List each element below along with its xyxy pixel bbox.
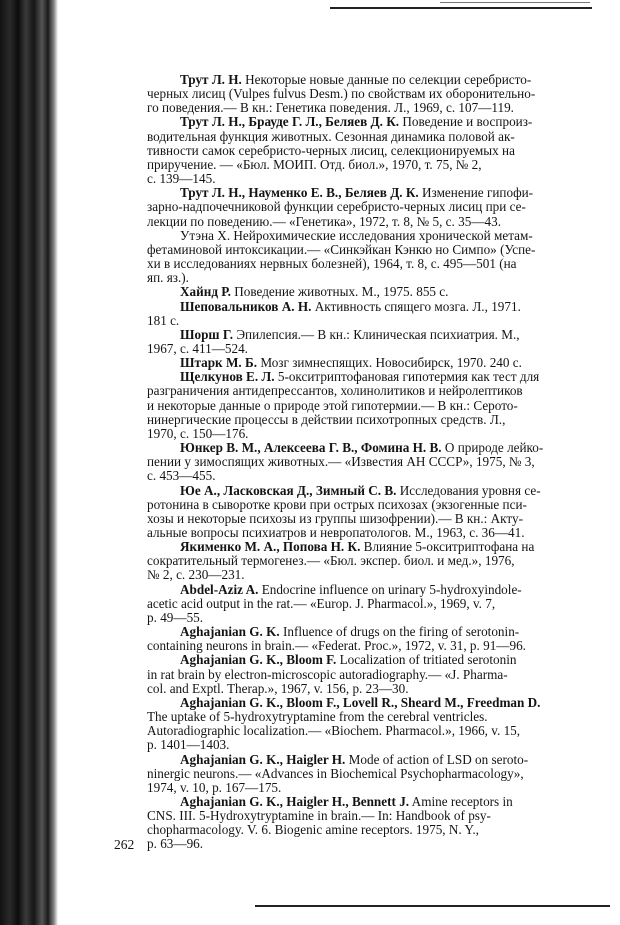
entry-line: [114, 215, 574, 229]
entry-line: [114, 271, 574, 285]
entry-text: Эпилепсия.— В кн.: Клиническая психиатрия. М.,: [236, 327, 520, 342]
entry-text: Endocrine influence on urinary 5-hydroxyindole-: [261, 582, 522, 597]
entry-authors: Юе А., Ласковская Д., Зимный С. В.: [180, 483, 397, 498]
entry-line: [114, 484, 574, 498]
entry-text: Влияние 5-окситриптофана на: [363, 540, 535, 555]
entry-text: chopharmacology. V. 6. Biogenic amine receptors. 1975, N. Y.,: [147, 822, 479, 838]
entry-line: [114, 809, 574, 823]
entry-text: О природе лейко-: [444, 441, 544, 456]
entry-line: [114, 172, 574, 186]
entry-text: col. and Exptl. Therap.», 1967, v. 156, p. 23—30.: [147, 680, 409, 696]
entry-text: Поведение и воспроиз-: [402, 115, 533, 130]
entry-text: Поведение животных. М., 1975. 855 с.: [234, 285, 449, 300]
entry-authors: Трут Л. Н., Брауде Г. Л., Беляев Д. К.: [180, 115, 400, 130]
entry-authors: Aghajanian G. K., Haigler H.: [180, 752, 346, 767]
entry-text: приручение. — «Бюл. МОИП. Отд. биол.», 1970, т. 75, № 2,: [147, 156, 482, 172]
bibliography-entry: [114, 370, 574, 441]
bibliography-entry: [114, 441, 574, 483]
entry-line: [114, 767, 574, 781]
entry-text: ротонина в сыворотке крови при острых психозах (экзогенные пси-: [147, 496, 527, 512]
entry-authors: Шеповальников А. Н.: [180, 299, 312, 314]
entry-authors: Юнкер В. М., Алексеева Г. В., Фомина Н. В.: [180, 441, 442, 456]
entry-text: Localization of tritiated serotonin: [339, 653, 517, 668]
bibliography-entry: [114, 795, 574, 852]
entry-text: хозы и некоторые психозы из группы шизофрении).— В кн.: Акту-: [147, 510, 523, 526]
entry-line: [114, 101, 574, 115]
entry-authors: Aghajanian G. K., Bloom F., Lovell R., Sheard M., Freedman D.: [180, 695, 541, 710]
entry-line: [114, 823, 574, 837]
entry-line: [114, 73, 574, 87]
bottom-rule: [255, 905, 610, 907]
bibliography-entry: [114, 229, 574, 286]
entry-authors: Хайнд Р.: [180, 285, 231, 300]
entry-text: Некоторые новые данные по селекции серебристо-: [245, 73, 532, 87]
entry-text: 5-окситриптофановая гипотермия как тест для: [277, 370, 540, 385]
bibliography-entry: [114, 300, 574, 328]
entry-line: [114, 455, 574, 469]
entry-text: Утэна Х. Нейрохимические исследования хронической метам-: [180, 228, 533, 243]
entry-text: in rat brain by electron-microscopic autoradiography.— «J. Pharma-: [147, 666, 508, 682]
entry-text: сократительный термогенез.— «Бюл. экспер. биол. и мед.», 1976,: [147, 553, 515, 569]
entry-text: Исследования уровня се-: [399, 483, 541, 498]
bibliography-entry: [114, 653, 574, 695]
entry-line: [114, 682, 574, 696]
entry-authors: Aghajanian G. K., Haigler H., Bennett J.: [180, 794, 410, 809]
entry-text: фетаминовой интоксикации.— «Синкэйкан Кэнкю но Симпо» (Успе-: [147, 241, 536, 257]
entry-line: [114, 837, 574, 851]
entry-authors: Трут Л. Н.: [180, 73, 242, 87]
entry-text: 1974, v. 10, p. 167—175.: [147, 779, 282, 795]
entry-line: [114, 384, 574, 398]
entry-line: [114, 653, 574, 667]
bibliography-entry: [114, 115, 574, 186]
top-rule: [330, 7, 592, 9]
entry-text: Amine receptors in: [411, 794, 513, 809]
entry-authors: Шорш Г.: [180, 327, 234, 342]
entry-text: Изменение гипофи-: [422, 186, 534, 201]
bibliography-entry: [114, 186, 574, 228]
entry-text: яп. яз.).: [147, 270, 189, 286]
entry-line: [114, 130, 574, 144]
entry-line: [114, 753, 574, 767]
page-number: 262: [114, 837, 135, 852]
entry-line: [114, 413, 574, 427]
entry-authors: Штарк М. Б.: [180, 356, 258, 371]
entry-line: [114, 625, 574, 639]
entry-text: Активность спящего мозга. Л., 1971.: [314, 299, 521, 314]
bibliography-entry: [114, 540, 574, 582]
entry-line: [114, 144, 574, 158]
entry-text: The uptake of 5-hydroxytryptamine from the cerebral ventricles.: [147, 709, 488, 725]
bibliography-entry: [114, 583, 574, 625]
entry-text: го поведения.— В кн.: Генетика поведения. Л., 1969, с. 107—119.: [147, 100, 514, 116]
entry-text: зарно-надпочечниковой функции серебристо-черных лисиц при се-: [147, 199, 526, 215]
bibliography-entry: [114, 696, 574, 753]
entry-text: acetic acid output in the rat.— «Europ. J. Pharmacol.», 1969, v. 7,: [147, 595, 496, 611]
entry-line: [114, 526, 574, 540]
entry-authors: Aghajanian G. K.: [180, 625, 280, 640]
entry-text: альные вопросы психиатров и невропатологов. М., 1963, с. 36—41.: [147, 525, 525, 540]
entry-line: [114, 356, 574, 370]
entry-text: разграничения антидепрессантов, холинолитиков и нейролептиков: [147, 383, 523, 399]
entry-text: и некоторые данные о природе этой гипотермии.— В кн.: Серото-: [147, 397, 518, 413]
entry-text: 181 с.: [147, 312, 180, 328]
entry-line: [114, 724, 574, 738]
entry-line: [114, 568, 574, 582]
entry-line: [114, 243, 574, 257]
entry-text: p. 1401—1403.: [147, 737, 230, 753]
entry-authors: Якименко М. А., Попова Н. К.: [180, 540, 361, 555]
entry-text: 1970, с. 150—176.: [147, 425, 249, 441]
entry-line: [114, 696, 574, 710]
entry-line: [114, 540, 574, 554]
bibliography-entry: [114, 328, 574, 356]
entry-line: [114, 200, 574, 214]
entry-line: [114, 441, 574, 455]
entry-authors: Abdel-Aziz A.: [180, 582, 259, 597]
entry-authors: Щелкунов Е. Л.: [180, 370, 275, 385]
entry-line: [114, 795, 574, 809]
entry-line: [114, 370, 574, 384]
entry-line: [114, 498, 574, 512]
bibliography-entry: [114, 356, 574, 370]
entry-line: [114, 639, 574, 653]
entry-text: тивности самок серебристо-черных лисиц, селекционируемых на: [147, 142, 515, 158]
entry-text: с. 453—455.: [147, 468, 216, 484]
entry-line: [114, 583, 574, 597]
entry-text: Мозг зимнеспящих. Новосибирск, 1970. 240 с.: [260, 356, 522, 371]
bibliography-entry: [114, 73, 574, 115]
entry-line: [114, 597, 574, 611]
entry-authors: Aghajanian G. K., Bloom F.: [180, 653, 337, 668]
entry-text: 1967, с. 411—524.: [147, 340, 248, 356]
entry-line: [114, 668, 574, 682]
entry-text: Autoradiographic localization.— «Biochem. Pharmacol.», 1966, v. 15,: [147, 723, 521, 739]
entry-line: [114, 257, 574, 271]
entry-text: нинергические процессы в действии психотропных средств. Л.,: [147, 411, 506, 427]
entry-text: хи в исследованиях нервных болезней), 1964, т. 8, с. 495—501 (на: [147, 256, 517, 272]
entry-line: [114, 300, 574, 314]
entry-authors: Трут Л. Н., Науменко Е. В., Беляев Д. К.: [180, 186, 419, 201]
bibliography-entry: [114, 484, 574, 541]
entry-text: p. 63—96.: [147, 836, 204, 852]
entry-line: [114, 512, 574, 526]
entry-line: [114, 87, 574, 101]
entry-text: p. 49—55.: [147, 609, 204, 625]
entry-line: [114, 158, 574, 172]
book-binding-edge: [0, 0, 58, 925]
entry-line: [114, 328, 574, 342]
entry-text: с. 139—145.: [147, 171, 216, 187]
entry-line: [114, 399, 574, 413]
entry-text: № 2, с. 230—231.: [147, 567, 245, 583]
entry-text: containing neurons in brain.— «Federat. Proc.», 1972, v. 31, p. 91—96.: [147, 638, 526, 654]
entry-line: [114, 781, 574, 795]
entry-line: [114, 611, 574, 625]
entry-line: [114, 314, 574, 328]
entry-text: черных лисиц (Vulpes fulvus Desm.) по свойствам их оборонительно-: [147, 86, 536, 102]
bibliography-entry: [114, 753, 574, 795]
entry-text: Influence of drugs on the firing of serotonin-: [282, 625, 520, 640]
entry-line: [114, 186, 574, 200]
bibliography-list: [114, 73, 574, 852]
entry-line: [114, 427, 574, 441]
entry-line: [114, 342, 574, 356]
entry-text: пении у зимоспящих животных.— «Известия АН СССР», 1975, № 3,: [147, 454, 535, 470]
entry-line: [114, 115, 574, 129]
entry-line: [114, 285, 574, 299]
top-edge-shadow: [440, 2, 590, 3]
entry-text: водительная функция животных. Сезонная динамика половой ак-: [147, 128, 515, 144]
entry-line: [114, 229, 574, 243]
entry-line: [114, 738, 574, 752]
bibliography-entry: [114, 285, 574, 299]
entry-text: CNS. III. 5-Hydroxytryptamine in brain.— In: Handbook of psy-: [147, 808, 491, 824]
entry-line: [114, 554, 574, 568]
bibliography-entry: [114, 625, 574, 653]
entry-text: ninergic neurons.— «Advances in Biochemical Psychopharmacology»,: [147, 765, 524, 781]
entry-text: лекции по поведению.— «Генетика», 1972, т. 8, № 5, с. 35—43.: [147, 213, 501, 229]
entry-line: [114, 710, 574, 724]
entry-text: Mode of action of LSD on seroto-: [348, 752, 529, 767]
entry-line: [114, 469, 574, 483]
